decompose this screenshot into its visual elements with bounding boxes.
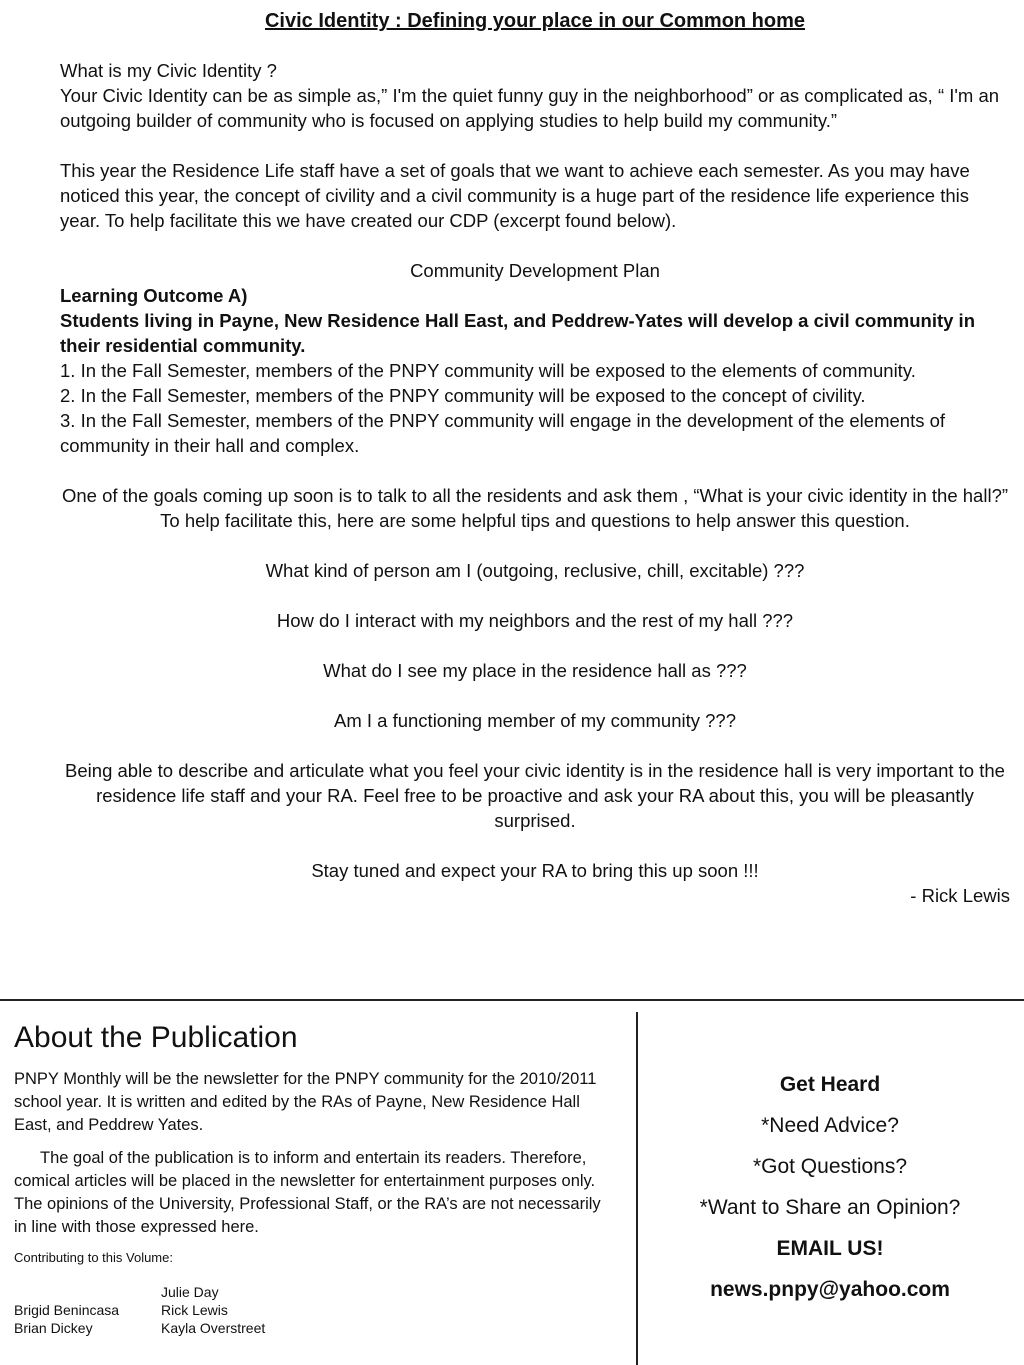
civic-identity-article xyxy=(60,8,1010,908)
cdp-title: Community Development Plan xyxy=(410,260,660,281)
contributor-name xyxy=(14,1283,161,1301)
get-heard-line: *Got Questions? xyxy=(752,1155,908,1178)
question-item: Am I a functioning member of my community ??? xyxy=(333,710,737,731)
article-title: Civic Identity : Defining your place in our Common home xyxy=(264,10,806,32)
get-heard-box xyxy=(650,1064,1010,1310)
get-heard-heading: Get Heard xyxy=(779,1073,881,1096)
email-address[interactable]: news.pnpy@yahoo.com xyxy=(710,1278,950,1301)
outcome-item: 2. In the Fall Semester, members of the PNPY community will be exposed to the concept of civility. xyxy=(60,385,866,406)
column-divider xyxy=(636,1012,638,1365)
get-heard-line: *Want to Share an Opinion? xyxy=(699,1196,961,1219)
contributor-name: Rick Lewis xyxy=(161,1302,228,1318)
author-signature: - Rick Lewis xyxy=(910,885,1010,906)
stay-tuned-line: Stay tuned and expect your RA to bring this up soon !!! xyxy=(311,860,759,881)
contributors-list xyxy=(14,1283,614,1337)
contributor-name: Brigid Benincasa xyxy=(14,1302,120,1318)
about-heading: About the Publication xyxy=(14,1021,298,1054)
about-publication-section xyxy=(14,1020,614,1337)
question-item: What do I see my place in the residence hall as ??? xyxy=(323,660,747,681)
goal-intro-paragraph: One of the goals coming up soon is to talk to all the residents and ask them , “What is your civic identity in the hall?” To help facilitate this, here are some helpful tips and questions to help answer this question. xyxy=(61,485,1009,531)
outcome-item: 1. In the Fall Semester, members of the PNPY community will be exposed to the elements of community. xyxy=(60,360,916,381)
about-paragraph: PNPY Monthly will be the newsletter for the PNPY community for the 2010/2011 school year. It is written and edited by the RAs of Payne, New Residence Hall East, and Peddrew Yates. xyxy=(14,1070,597,1134)
about-paragraph: The goal of the publication is to inform and entertain its readers. Therefore, comical articles will be placed in the newsletter for entertainment purposes only. The opinions of the University, Professional Staff, or the RA’s are not necessarily in line with those expressed here. xyxy=(14,1149,601,1236)
contributor-name: Brian Dickey xyxy=(14,1320,93,1336)
question-item: What kind of person am I (outgoing, reclusive, chill, excitable) ??? xyxy=(265,560,805,581)
email-cta: EMAIL US! xyxy=(776,1237,884,1260)
outcome-item: 3. In the Fall Semester, members of the PNPY community will engage in the development of the elements of community in their hall and complex. xyxy=(60,410,946,456)
section-divider xyxy=(0,999,1024,1001)
question-heading: What is my Civic Identity ? xyxy=(60,60,277,81)
outcome-heading: Learning Outcome A) xyxy=(60,285,248,306)
get-heard-line: *Need Advice? xyxy=(761,1114,899,1137)
contributors-label: Contributing to this Volume: xyxy=(14,1250,173,1265)
question-item: How do I interact with my neighbors and the rest of my hall ??? xyxy=(276,610,794,631)
intro-paragraph: Your Civic Identity can be as simple as,” I'm the quiet funny guy in the neighborhood” or as complicated as, “ I'm an outgoing builder of community who is focused on applying studies to help build my community.” xyxy=(60,85,1000,131)
contributor-name: Kayla Overstreet xyxy=(161,1320,266,1336)
closing-paragraph: Being able to describe and articulate what you feel your civic identity is in the residence hall is very important to the residence life staff and your RA. Feel free to be proactive and ask your RA about this, you will be pleasantly surprised. xyxy=(65,760,1005,831)
outcome-statement: Students living in Payne, New Residence Hall East, and Peddrew-Yates will develop a civil community in their residential community. xyxy=(60,310,975,356)
staff-goals-paragraph: This year the Residence Life staff have a set of goals that we want to achieve each semester. As you may have noticed this year, the concept of civility and a civil community is a huge part of the residence life experience this year. To help facilitate this we have created our CDP (excerpt found below). xyxy=(60,160,970,231)
contributor-name: Julie Day xyxy=(161,1284,219,1300)
